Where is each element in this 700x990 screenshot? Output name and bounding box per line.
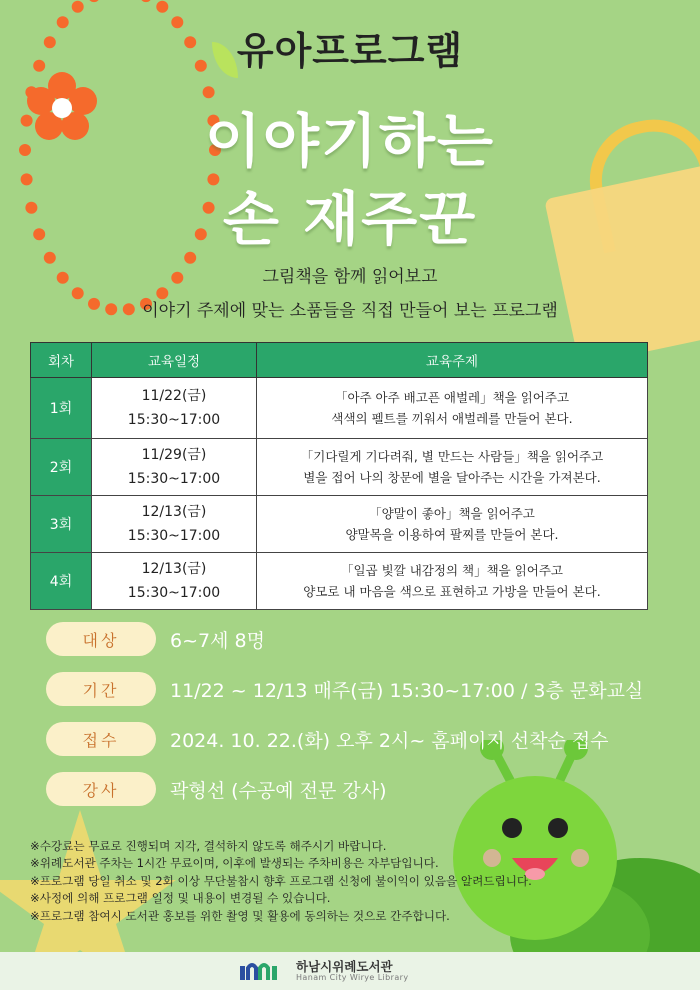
garland-dot (156, 1, 168, 13)
target-label: 대상 (46, 622, 156, 656)
topic-line2: 양말목을 이용하여 팔찌를 만들어 본다. (345, 527, 559, 542)
note-item: ※수강료는 무료로 진행되며 지각, 결석하지 않도록 해주시기 바랍니다. (30, 839, 387, 853)
notes-list (30, 838, 670, 925)
topic-line2: 별을 접어 나의 창문에 별을 달아주는 시간을 가져본다. (303, 470, 601, 485)
table-row (31, 553, 648, 610)
session-datetime (92, 378, 257, 439)
garland-dot (88, 0, 100, 2)
instructor-label: 강사 (46, 772, 156, 806)
session-time: 15:30~17:00 (127, 471, 221, 487)
topic-line1: 「아주 아주 배고픈 애벌레」책을 읽어주고 (334, 390, 570, 405)
table-row (31, 496, 648, 553)
session-time: 15:30~17:00 (127, 412, 221, 428)
table-header-row (31, 343, 648, 378)
table-row (31, 439, 648, 496)
library-name: 하남시위례도서관 (296, 959, 393, 974)
intro-line1: 그림책을 함께 읽어보고 (262, 267, 438, 287)
session-topic (257, 439, 648, 496)
header-topic: 교육주제 (257, 343, 648, 378)
program-category: 유아프로그램 (236, 29, 464, 73)
topic-line1: 「양말이 좋아」책을 읽어주고 (369, 506, 535, 521)
library-logo-icon (238, 960, 284, 982)
library-name-english: Hanam City Wirye Library (296, 973, 409, 982)
registration-value: 2024. 10. 22.(화) 오후 2시~ 홈페이지 선착순 접수 (170, 729, 609, 752)
registration-label: 접수 (46, 722, 156, 756)
main-title-line2: 손 재주꾼 (222, 185, 478, 253)
header-date: 교육일정 (92, 343, 257, 378)
topic-line1: 「일곱 빛깔 내감정의 책」책을 읽어주고 (340, 563, 564, 578)
session-datetime (92, 439, 257, 496)
instructor-value: 곽형선 (수공예 전문 강사) (170, 779, 387, 802)
target-row (46, 622, 265, 656)
session-datetime (92, 553, 257, 610)
session-topic (257, 378, 648, 439)
session-number: 4회 (31, 553, 92, 610)
session-date: 11/22(금) (141, 388, 207, 404)
topic-line2: 색색의 펠트를 끼워서 애벌레를 만들어 본다. (331, 411, 573, 426)
instructor-row (46, 772, 386, 806)
period-row (46, 672, 643, 706)
main-title-line1: 이야기하는 (204, 107, 496, 175)
session-topic (257, 496, 648, 553)
session-date: 12/13(금) (141, 561, 207, 577)
session-date: 12/13(금) (141, 504, 207, 520)
note-item: ※위례도서관 주차는 1시간 무료이며, 이후에 발생되는 주차비용은 자부담입니다. (30, 856, 439, 871)
garland-dot (140, 0, 152, 2)
session-number: 2회 (31, 439, 92, 496)
note-item: ※사정에 의해 프로그램 일정 및 내용이 변경될 수 있습니다. (30, 891, 331, 906)
session-time: 15:30~17:00 (127, 528, 221, 544)
session-datetime (92, 496, 257, 553)
topic-line2: 양모로 내 마음을 색으로 표현하고 가방을 만들어 본다. (303, 584, 601, 599)
table-row (31, 378, 648, 439)
period-label: 기간 (46, 672, 156, 706)
footer (0, 952, 700, 990)
session-number: 1회 (31, 378, 92, 439)
session-date: 11/29(금) (141, 447, 207, 463)
note-item: ※프로그램 당일 취소 및 2회 이상 무단불참시 향후 프로그램 신청에 불이익이 있음을 알려드립니다. (30, 873, 532, 888)
registration-row (46, 722, 609, 756)
period-value: 11/22 ~ 12/13 매주(금) 15:30~17:00 / 3층 문화교실 (170, 679, 644, 702)
header-session: 회차 (31, 343, 92, 378)
session-time: 15:30~17:00 (127, 585, 221, 601)
intro-line2: 이야기 주제에 맞는 소품들을 직접 만들어 보는 프로그램 (142, 301, 558, 321)
garland-dot (72, 1, 84, 13)
schedule-table (30, 342, 648, 610)
note-item: ※프로그램 참여시 도서관 홍보를 위한 촬영 및 활용에 동의하는 것으로 간주합니다. (30, 908, 450, 923)
session-number: 3회 (31, 496, 92, 553)
session-topic (257, 553, 648, 610)
topic-line1: 「기다릴게 기다려줘, 별 만드는 사람들」책을 읽어주고 (300, 449, 604, 464)
target-value: 6~7세 8명 (170, 629, 265, 652)
